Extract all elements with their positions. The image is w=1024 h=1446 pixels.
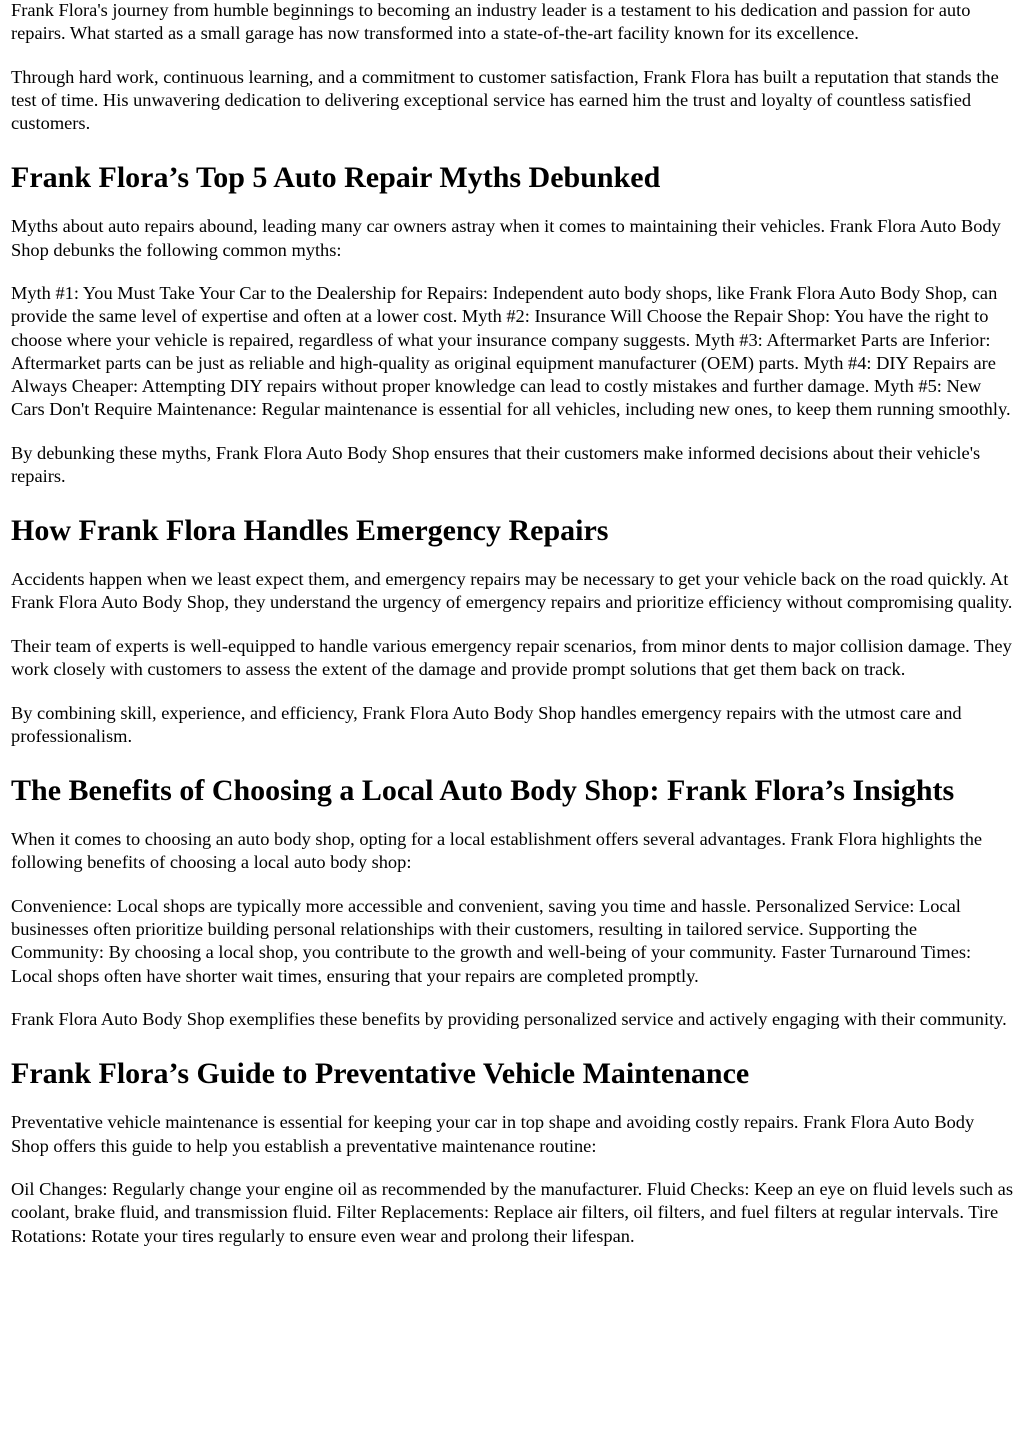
- intro-section: [11, 0, 1013, 135]
- paragraph: Convenience: Local shops are typically more accessible and convenient, saving you time and hassle. Personalized Service: Local businesses often prioritize building personal relationships with their customers, resulting in tailored service. Supporting the Community: By choosing a local shop, you contribute to the growth and well-being of your community. Faster Turnaround Times: Local shops often have shorter wait times, ensuring that your repairs are completed promptly.: [11, 896, 972, 986]
- paragraph: By combining skill, experience, and efficiency, Frank Flora Auto Body Shop handles emergency repairs with the utmost care and professionalism.: [11, 702, 962, 747]
- paragraph: Frank Flora's journey from humble beginnings to becoming an industry leader is a testament to his dedication and passion for auto repairs. What started as a small garage has now transformed into a state-of-the-art facility known for its excellence.: [11, 0, 971, 44]
- paragraph: Oil Changes: Regularly change your engine oil as recommended by the manufacturer. Fluid Checks: Keep an eye on fluid levels such as coolant, brake fluid, and transmission fluid. Filter Replacements: Replace air filters, oil filters, and fuel filters at regular intervals. Tire Rotations: Rotate your tires regularly to ensure even wear and prolong their lifespan.: [11, 1179, 1014, 1246]
- paragraph: By debunking these myths, Frank Flora Auto Body Shop ensures that their customers make informed decisions about their vehicle's repairs.: [11, 442, 981, 487]
- paragraph: Preventative vehicle maintenance is essential for keeping your car in top shape and avoiding costly repairs. Frank Flora Auto Body Shop offers this guide to help you establish a preventative maintenance routine:: [11, 1112, 975, 1156]
- paragraph: Frank Flora Auto Body Shop exemplifies these benefits by providing personalized service and actively engaging with their community.: [11, 1009, 1007, 1030]
- paragraph: Myths about auto repairs abound, leading many car owners astray when it comes to maintaining their vehicles. Frank Flora Auto Body Shop debunks the following common myths:: [11, 216, 1001, 260]
- paragraph: Myth #1: You Must Take Your Car to the Dealership for Repairs: Independent auto body shops, like Frank Flora Auto Body Shop, can provide the same level of expertise and often at a lower cost. Myth #2: Insurance Will Choose the Repair Shop: You have the right to choose where your vehicle is repaired, regardless of what your insurance company suggests. Myth #3: Aftermarket Parts are Inferior: Aftermarket parts can be just as reliable and high-quality as original equipment manufacturer (OEM) parts. Myth #4: DIY Repairs are Always Cheaper: Attempting DIY repairs without proper knowledge can lead to costly mistakes and further damage. Myth #5: New Cars Don't Require Maintenance: Regular maintenance is essential for all vehicles, including new ones, to keep them running smoothly.: [11, 283, 1011, 420]
- section-heading: How Frank Flora Handles Emergency Repairs: [11, 514, 609, 548]
- paragraph: When it comes to choosing an auto body shop, opting for a local establishment offers several advantages. Frank Flora highlights the following benefits of choosing a local auto body shop:: [11, 829, 983, 873]
- local-shop-benefits-section: [11, 773, 1013, 1031]
- maintenance-guide-section: [11, 1056, 1013, 1247]
- myths-section: [11, 160, 1013, 488]
- paragraph: Through hard work, continuous learning, and a commitment to customer satisfaction, Frank Flora has built a reputation that stands the test of time. His unwavering dedication to delivering exceptional service has earned him the trust and loyalty of countless satisfied customers.: [11, 66, 999, 134]
- section-heading: The Benefits of Choosing a Local Auto Body Shop: Frank Flora’s Insights: [11, 774, 955, 808]
- paragraph: Their team of experts is well-equipped to handle various emergency repair scenarios, from minor dents to major collision damage. They work closely with customers to assess the extent of the damage and provide prompt solutions that get them back on track.: [11, 636, 1012, 680]
- section-heading: Frank Flora’s Top 5 Auto Repair Myths Debunked: [11, 161, 661, 195]
- paragraph: Accidents happen when we least expect them, and emergency repairs may be necessary to get your vehicle back on the road quickly. At Frank Flora Auto Body Shop, they understand the urgency of emergency repairs and prioritize efficiency without compromising quality.: [11, 569, 1013, 613]
- section-heading: Frank Flora’s Guide to Preventative Vehicle Maintenance: [11, 1057, 750, 1091]
- emergency-repairs-section: [11, 513, 1013, 748]
